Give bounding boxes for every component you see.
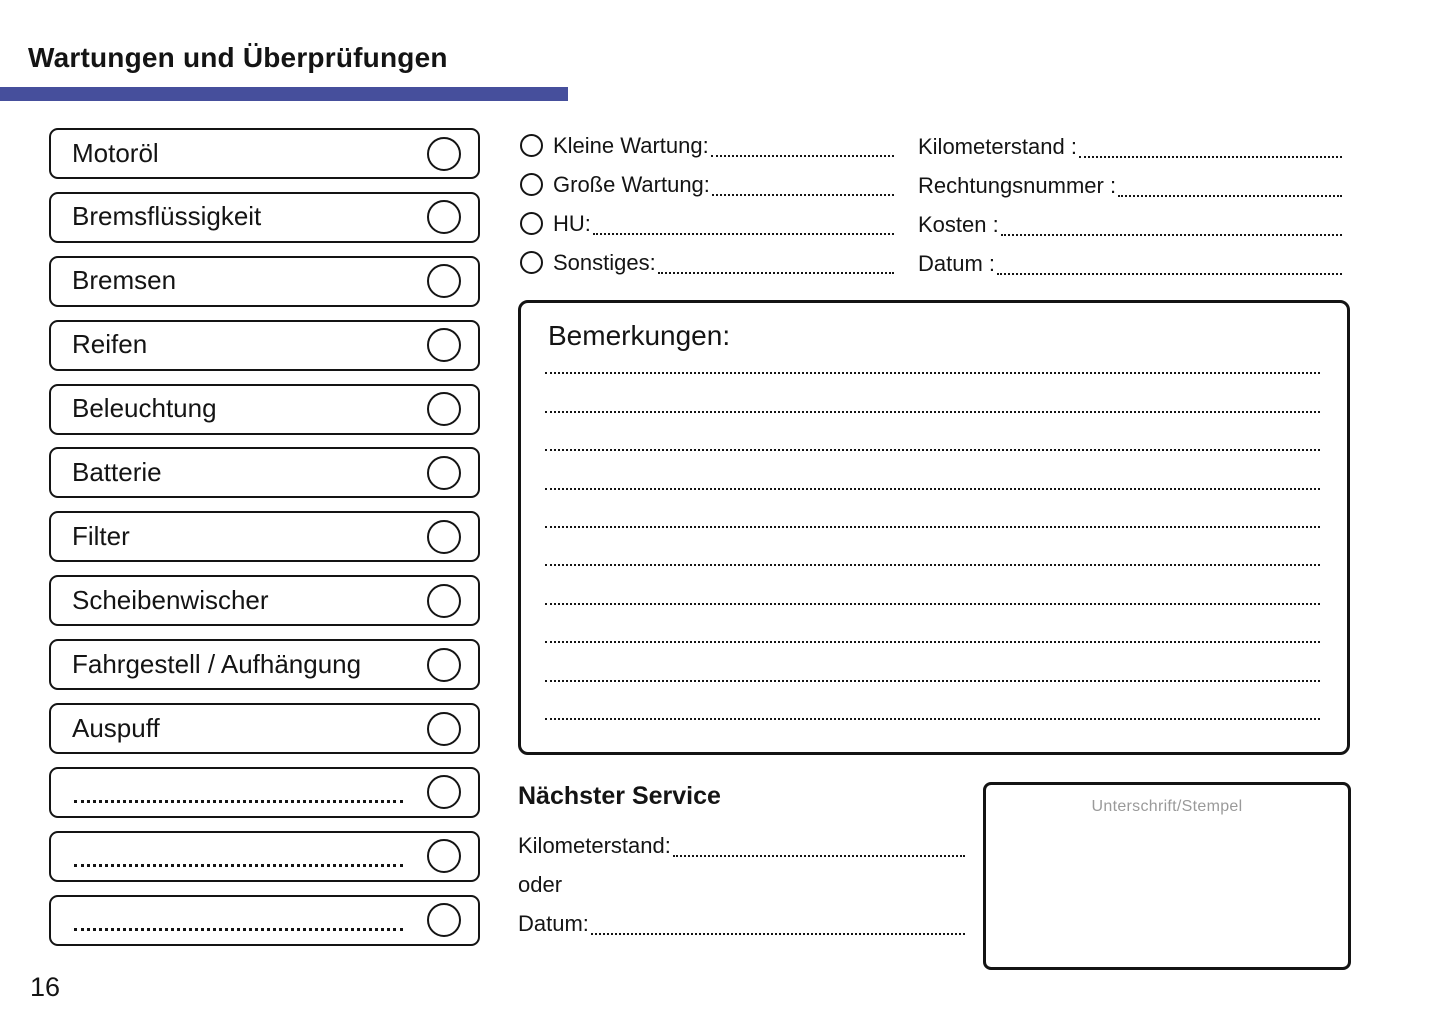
checkbox-circle[interactable]	[427, 648, 461, 682]
service-option-label: Große Wartung:	[553, 172, 710, 197]
checklist-item-blank-3	[49, 895, 480, 946]
service-option-grosse-wartung	[520, 165, 894, 204]
checklist-item-motoroel	[49, 128, 480, 179]
checkbox-circle[interactable]	[427, 520, 461, 554]
checklist-item-reifen	[49, 320, 480, 371]
field-label: Kilometerstand :	[918, 134, 1077, 159]
remarks-dotted-line[interactable]	[545, 374, 1320, 412]
field-label: Rechtungsnummer :	[918, 173, 1117, 198]
service-option-label: Kleine Wartung:	[553, 133, 709, 158]
checklist-item-blank-1	[49, 767, 480, 818]
field-kilometerstand	[918, 127, 1342, 166]
field-label: Datum :	[918, 251, 996, 276]
fill-in-line[interactable]	[997, 273, 1342, 275]
checklist-item-beleuchtung	[49, 384, 480, 435]
remarks-title: Bemerkungen:	[548, 320, 731, 351]
remarks-dotted-line[interactable]	[545, 451, 1320, 489]
radio-circle[interactable]	[520, 251, 543, 274]
fill-in-line[interactable]	[711, 155, 894, 157]
fill-in-line[interactable]	[658, 272, 894, 274]
page-number: 16	[30, 972, 61, 1002]
checklist-item-scheibenwischer	[49, 575, 480, 626]
checkbox-circle[interactable]	[427, 775, 461, 809]
checklist-item-label: Filter	[72, 520, 130, 551]
checklist-item-label: Batterie	[72, 456, 162, 487]
checkbox-circle[interactable]	[427, 137, 461, 171]
header-accent-bar	[0, 87, 568, 101]
radio-circle[interactable]	[520, 134, 543, 157]
checkbox-circle[interactable]	[427, 584, 461, 618]
checklist-item-label: Auspuff	[72, 712, 160, 743]
remarks-dotted-line[interactable]	[545, 605, 1320, 643]
checkbox-circle[interactable]	[427, 200, 461, 234]
next-service-datum	[518, 904, 965, 943]
checklist-item-bremsfluessigkeit	[49, 192, 480, 243]
field-datum	[918, 244, 1342, 283]
service-option-kleine-wartung	[520, 126, 894, 165]
remarks-dotted-line[interactable]	[545, 528, 1320, 566]
checkbox-circle[interactable]	[427, 264, 461, 298]
remarks-dotted-line[interactable]	[545, 643, 1320, 681]
blank-fill-in-line[interactable]	[74, 864, 403, 867]
checklist-item-label: Beleuchtung	[72, 393, 217, 424]
blank-fill-in-line[interactable]	[74, 928, 403, 931]
service-record-fields	[918, 127, 1342, 283]
next-service-kilometerstand	[518, 826, 965, 865]
radio-circle[interactable]	[520, 212, 543, 235]
service-option-sonstiges	[520, 243, 894, 282]
remarks-dotted-line[interactable]	[545, 566, 1320, 604]
connector-label: oder	[518, 871, 563, 897]
remarks-dotted-line[interactable]	[545, 682, 1320, 720]
next-service-section	[518, 782, 965, 943]
checklist-item-batterie	[49, 447, 480, 498]
checklist-item-blank-2	[49, 831, 480, 882]
page-title: Wartungen und Überprüfungen	[28, 42, 448, 73]
remarks-dotted-line[interactable]	[545, 413, 1320, 451]
remarks-dotted-line[interactable]	[545, 490, 1320, 528]
blank-fill-in-line[interactable]	[74, 800, 403, 803]
inspection-checklist	[49, 128, 480, 946]
service-option-label: Sonstiges:	[553, 250, 656, 275]
fill-in-line[interactable]	[593, 233, 894, 235]
signature-stamp-box[interactable]	[983, 782, 1351, 970]
service-type-options	[520, 126, 894, 282]
next-service-rows	[518, 826, 965, 943]
service-option-hu	[520, 204, 894, 243]
checkbox-circle[interactable]	[427, 903, 461, 937]
checklist-item-fahrgestell-aufhaengung	[49, 639, 480, 690]
checklist-item-label: Reifen	[72, 329, 148, 360]
remarks-lines	[545, 336, 1320, 720]
field-label: Kosten :	[918, 212, 999, 237]
checkbox-circle[interactable]	[427, 392, 461, 426]
field-kosten	[918, 205, 1342, 244]
checklist-item-label: Fahrgestell / Aufhängung	[72, 648, 362, 679]
checklist-item-label: Scheibenwischer	[72, 584, 269, 615]
checklist-item-label: Bremsen	[72, 265, 177, 296]
checklist-item-label: Bremsflüssigkeit	[72, 201, 262, 232]
fill-in-line[interactable]	[1001, 234, 1342, 236]
fill-in-line[interactable]	[673, 855, 965, 857]
next-service-heading: Nächster Service	[518, 782, 721, 810]
checklist-item-label: Motoröl	[72, 137, 159, 168]
next-service-oder	[518, 865, 965, 904]
field-label: Kilometerstand:	[518, 832, 671, 858]
fill-in-line[interactable]	[712, 194, 894, 196]
fill-in-line[interactable]	[1079, 156, 1342, 158]
signature-stamp-label: Unterschrift/Stempel	[1091, 798, 1243, 815]
remarks-box	[518, 300, 1350, 755]
checklist-item-bremsen	[49, 256, 480, 307]
fill-in-line[interactable]	[591, 933, 965, 935]
checklist-item-filter	[49, 511, 480, 562]
checkbox-circle[interactable]	[427, 712, 461, 746]
fill-in-line[interactable]	[1118, 195, 1342, 197]
field-rechtungsnummer	[918, 166, 1342, 205]
radio-circle[interactable]	[520, 173, 543, 196]
checklist-item-auspuff	[49, 703, 480, 754]
service-option-label: HU:	[553, 211, 591, 236]
remarks-dotted-line[interactable]	[545, 336, 1320, 374]
checkbox-circle[interactable]	[427, 328, 461, 362]
checkbox-circle[interactable]	[427, 456, 461, 490]
field-label: Datum:	[518, 910, 589, 936]
checkbox-circle[interactable]	[427, 839, 461, 873]
